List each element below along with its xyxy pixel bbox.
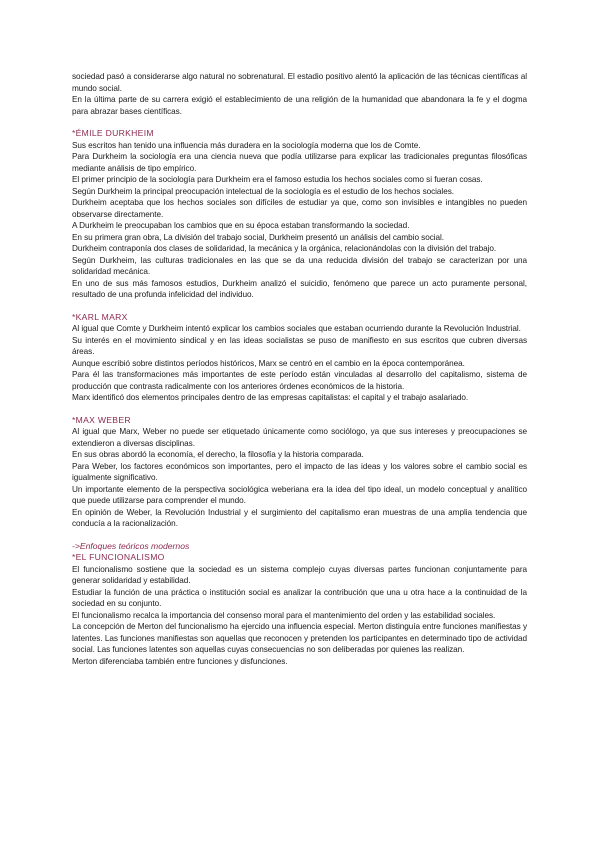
paragraph: Durkheim aceptaba que los hechos sociales son difíciles de estudiar ya que, como son invisibles e intangibles no pueden observarse directamente. (72, 198, 527, 219)
paragraph: El funcionalismo recalca la importancia del consenso moral para el mantenimiento del orden y las estabilidad sociales. (72, 610, 496, 620)
paragraph: sociedad pasó a considerarse algo natural no sobrenatural. El estadio positivo alentó la aplicación de las técnicas científicas al mundo social. (72, 72, 527, 93)
paragraph: En opinión de Weber, la Revolución Industrial y el surgimiento del capitalismo eran muestras de una amplia tendencia que conducía a la racionalización. (72, 507, 527, 528)
section-heading-funcionalismo: *EL FUNCIONALISMO (72, 552, 165, 562)
paragraph: En su primera gran obra, La división del trabajo social, Durkheim presentó un análisis del cambio social. (72, 232, 445, 242)
paragraph: Un importante elemento de la perspectiva sociológica weberiana era la idea del tipo ideal, un modelo conceptual y analítico que puede utilizarse para comprender el mundo. (72, 484, 527, 505)
paragraph: Merton diferenciaba también entre funciones y disfunciones. (72, 656, 288, 666)
paragraph: En la última parte de su carrera exigió el establecimiento de una religión de la humanidad que abandonara la fe y el dogma para abrazar bases científicas. (72, 95, 527, 116)
paragraph: Para Weber, los factores económicos son importantes, pero el impacto de las ideas y los valores sobre el cambio social es igualmente significativo. (72, 461, 527, 482)
paragraph: Según Durkheim la principal preocupación intelectual de la sociología es el estudio de los hechos sociales. (72, 186, 454, 196)
section-heading-weber: *MAX WEBER (72, 414, 131, 425)
section-subtitle-enfoques: ->Enfoques teóricos modernos (72, 540, 190, 551)
paragraph: A Durkheim le preocupaban los cambios que en su época estaban transformando la sociedad. (72, 221, 410, 230)
paragraph: En uno de sus más famosos estudios, Durkheim analizó el suicidio, fenómeno que parece un acto puramente personal, resultado de una profunda infelicidad del individuo. (72, 278, 527, 299)
paragraph: La concepción de Merton del funcionalismo ha ejercido una influencia especial. Merton distinguía entre funciones manifiestas y latentes. Las funciones manifiestas son aquellas que reconocen y pretenden los participantes en determinado tipo de actividad social. Las funciones latentes son aquellas cuyas consecuencias no son deliberadas por quienes las realizan. (72, 622, 527, 654)
paragraph: Al igual que Marx, Weber no puede ser etiquetado únicamente como sociólogo, ya que sus intereses y preocupaciones se extendieron a diversas disciplinas. (72, 427, 527, 448)
paragraph: Aunque escribió sobre distintos períodos históricos, Marx se centró en el cambio en la época contemporánea. (72, 358, 465, 368)
paragraph: Sus escritos han tenido una influencia más duradera en la sociología moderna que los de Comte. (72, 140, 421, 150)
paragraph: Para Durkheim la sociología era una ciencia nueva que podía utilizarse para explicar las tradicionales preguntas filosóficas mediante análisis de tipo empírico. (72, 152, 527, 173)
paragraph: El primer principio de la sociología para Durkheim era el famoso estudia los hechos sociales como si fueran cosas. (72, 175, 483, 184)
paragraph: El funcionalismo sostiene que la sociedad es un sistema complejo cuyas diversas partes funcionan conjuntamente para generar solidaridad y estabilidad. (72, 564, 527, 585)
paragraph: Para él las transformaciones más importantes de este período están vinculadas al desarrollo del capitalismo, sistema de producción que contrasta radicalmente con los anteriores órdenes económicos de la historia. (72, 370, 527, 391)
document-body (72, 71, 527, 667)
paragraph: Durkheim contraponía dos clases de solidaridad, la mecánica y la orgánica, relacionándolas con la división del trabajo. (72, 244, 497, 253)
paragraph: Estudiar la función de una práctica o institución social es analizar la contribución que una u otra hace a la continuidad de la sociedad en su conjunto. (72, 587, 527, 608)
paragraph: Marx identificó dos elementos principales dentro de las empresas capitalistas: el capital y el trabajo asalariado. (72, 393, 469, 402)
paragraph: Su interés en el movimiento sindical y en las ideas socialistas se puso de manifiesto en sus escritos que cubren diversas áreas. (72, 335, 527, 356)
section-heading-durkheim: *ÉMILE DURKHEIM (72, 128, 154, 138)
paragraph: Según Durkheim, las culturas tradicionales en las que se da una reducida división del trabajo se caracterizan por una solidaridad mecánica. (72, 255, 527, 276)
section-heading-marx: *KARL MARX (72, 311, 128, 322)
paragraph: En sus obras abordó la economía, el derecho, la filosofía y la historia comparada. (72, 450, 364, 459)
paragraph: Al igual que Comte y Durkheim intentó explicar los cambios sociales que estaban ocurriendo durante la Revolución Industrial. (72, 324, 521, 333)
